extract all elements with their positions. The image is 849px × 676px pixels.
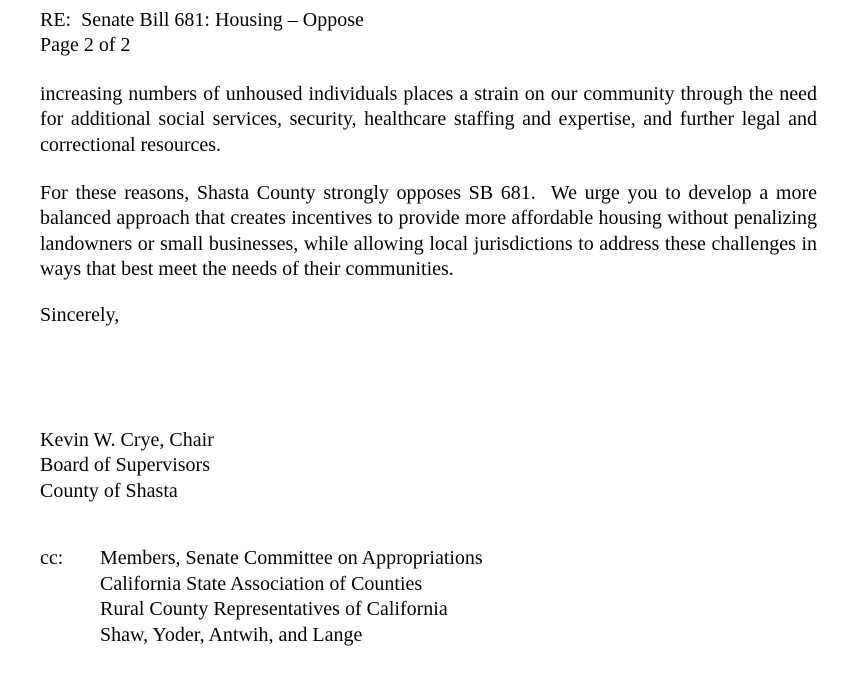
cc-recipient: Members, Senate Committee on Appropriations	[100, 547, 483, 570]
signature-block	[40, 428, 817, 504]
signatory-name: Kevin W. Crye, Chair	[40, 429, 214, 452]
body-paragraph-2: For these reasons, Shasta County strongly opposes SB 681. We urge you to develop a more balanced approach that creates incentives to provide more affordable housing without penalizing landowners or small businesses, while allowing local jurisdictions to address these challenges in ways that best meet the needs of their communities.	[40, 182, 817, 281]
signatory-entity: County of Shasta	[40, 479, 178, 502]
body-paragraph-1: increasing numbers of unhoused individuals places a strain on our community through the need for additional social services, security, healthcare staffing and expertise, and further legal and correctional resources.	[40, 82, 817, 156]
page-number: Page 2 of 2	[40, 34, 131, 57]
signatory-organization: Board of Supervisors	[40, 454, 210, 477]
cc-list	[100, 546, 483, 648]
cc-label: cc:	[40, 547, 64, 570]
letter-header	[40, 8, 817, 59]
cc-recipient: Shaw, Yoder, Antwih, and Lange	[100, 623, 363, 646]
closing-salutation: Sincerely,	[40, 303, 120, 326]
cc-block	[40, 546, 817, 648]
cc-recipient: Rural County Representatives of California	[100, 598, 448, 621]
cc-recipient: California State Association of Counties	[100, 572, 423, 595]
subject-line: RE: Senate Bill 681: Housing – Oppose	[40, 9, 364, 31]
